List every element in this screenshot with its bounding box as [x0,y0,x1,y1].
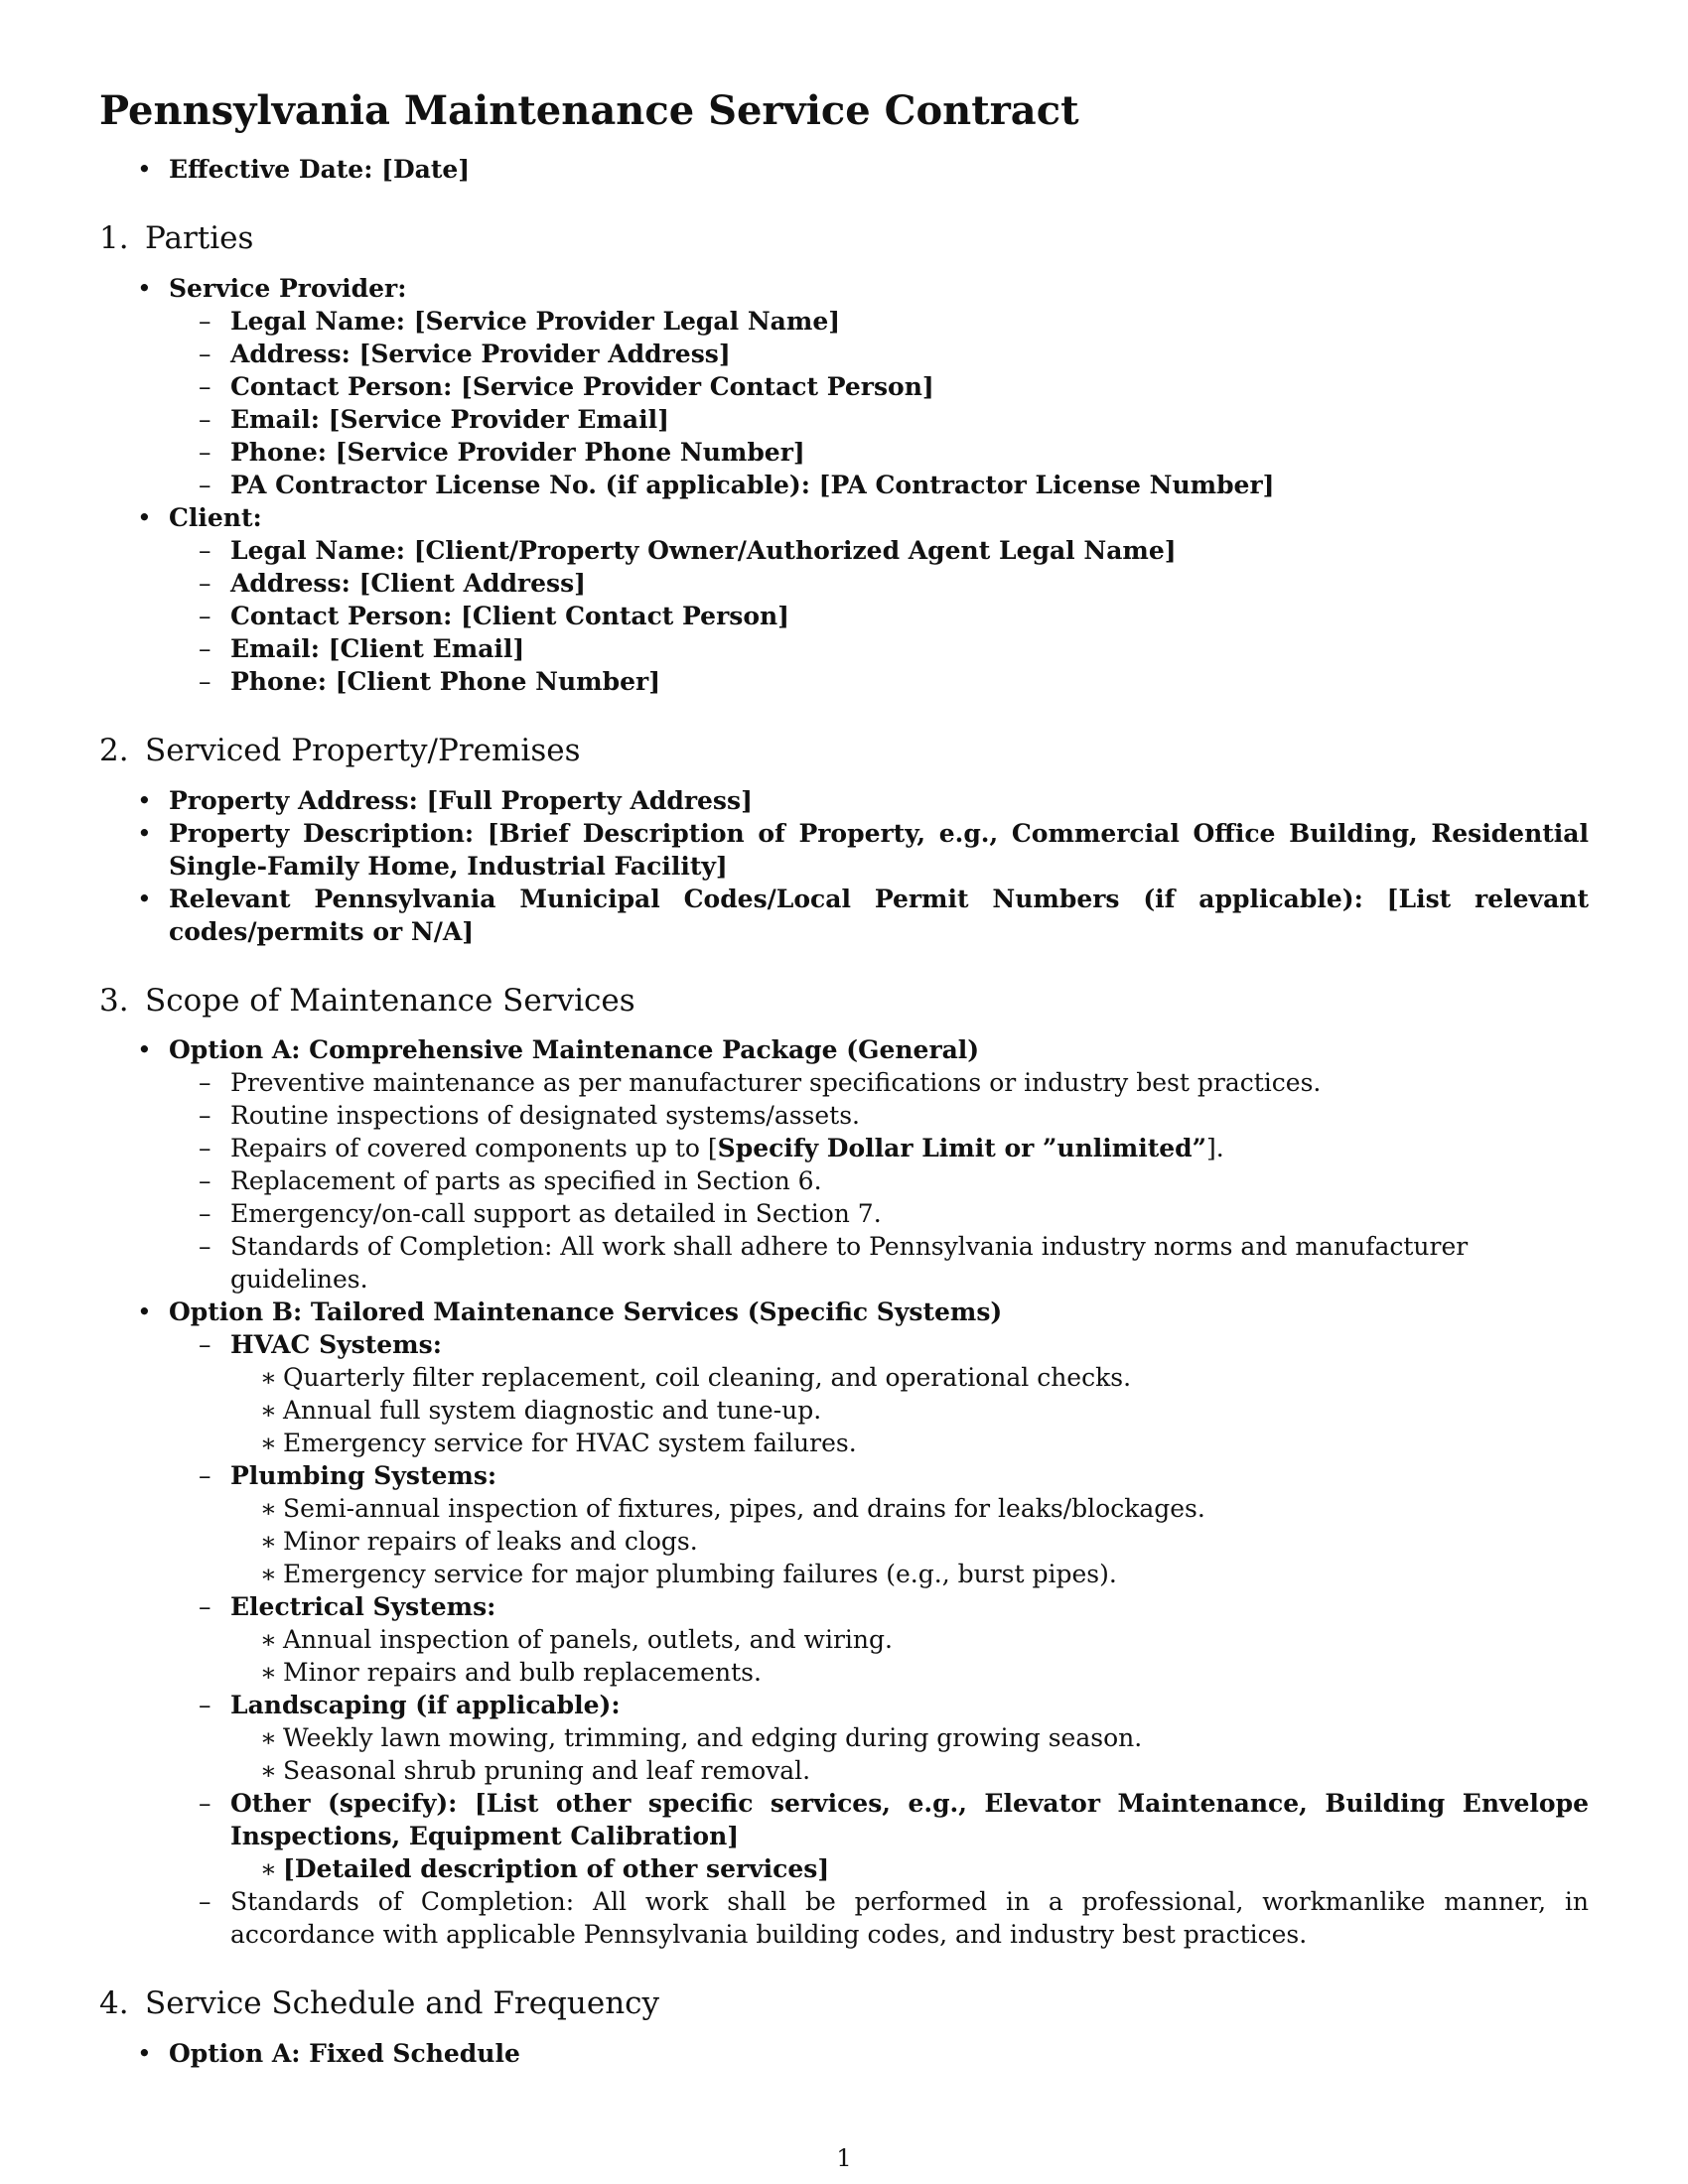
provider-email: – Email: [Service Provider Email] [169,403,1589,436]
landscaping-item: – Landscaping (if applicable): ∗ Weekly lawn mowing, trimming, and edging during growing season. ∗ Seasonal shrub pruning and leaf removal. [169,1689,1589,1787]
provider-phone: – Phone: [Service Provider Phone Number] [169,436,1589,469]
client-legal-name: – Legal Name: [Client/Property Owner/Authorized Agent Legal Name] [169,534,1589,567]
client-phone: – Phone: [Client Phone Number] [169,665,1589,698]
option-b-standards: – Standards of Completion: All work shall be performed in a professional, workmanlike manner, in accordance with applicable Pennsylvania building codes, and industry best practices. [169,1885,1589,1951]
parties-list [99,272,1589,698]
property-list [99,784,1589,948]
option-b-item: • Option B: Tailored Maintenance Services (Specific Systems) – HVAC Systems: ∗ Quarterly filter replacement, coil cleaning, and operational checks. ∗ Annual full system diagnostic and tune-up. ∗ Emergency service for HVAC system failures. – Plumbing Systems: ∗ Semi-annual inspection of fixtures, pipes, and drains for leaks/blockages. ∗ Minor repairs of leaks and clogs. ∗ Emergency service for major plumbing failures (e.g., burst pipes). – Electrical Systems: ∗ Annual inspection of panels, outlets, and wiring. ∗ Minor repairs and bulb replacements. – Landscaping (if applicable): ∗ Weekly lawn mowing, trimming, and edging during growing season. ∗ Seasonal shrub pruning and leaf removal. – Other (specify): [List other specific services, e.g., Elevator Maintenance, Building Envelope Inspections, Equipment Calibration] ∗ [Detailed description of other services] – Standards of Completion: All work shall be performed in a professional, workmanlike manner, in accordance with applicable Pennsylvania building codes, and industry best practices. [99,1296,1589,1951]
landscaping-weekly: ∗ Weekly lawn mowing, trimming, and edging during growing season. [230,1721,1589,1754]
hvac-emergency: ∗ Emergency service for HVAC system failures. [230,1427,1589,1459]
section-3-heading: 3. Scope of Maintenance Services [99,982,635,1019]
plumbing-item: – Plumbing Systems: ∗ Semi-annual inspection of fixtures, pipes, and drains for leaks/blockages. ∗ Minor repairs of leaks and clogs. ∗ Emergency service for major plumbing failures (e.g., burst pipes). [169,1459,1589,1590]
electrical-inspection: ∗ Annual inspection of panels, outlets, and wiring. [230,1623,1589,1656]
hvac-annual: ∗ Annual full system diagnostic and tune-up. [230,1394,1589,1427]
effective-date: • Effective Date: [Date] [99,153,1589,186]
landscaping-seasonal: ∗ Seasonal shrub pruning and leaf removal. [230,1754,1589,1787]
option-a-repairs: – Repairs of covered components up to [Specify Dollar Limit or ”unlimited”]. [169,1132,1589,1164]
hvac-quarterly: ∗ Quarterly filter replacement, coil cleaning, and operational checks. [230,1361,1589,1394]
property-address: • Property Address: [Full Property Address] [99,784,1589,817]
service-provider-item: • Service Provider: – Legal Name: [Service Provider Legal Name] – Address: [Service Provider Address] – Contact Person: [Service Provider Contact Person] – Email: [Service Provider Email] – Phone: [Service Provider Phone Number] – PA Contractor License No. (if applicable): [PA Contractor License Number] [99,272,1589,501]
section-2-heading: 2. Serviced Property/Premises [99,732,581,768]
other-description: ∗ [Detailed description of other services] [230,1852,1589,1885]
page-number: 1 [836,2144,852,2172]
scope-list [99,1033,1589,1951]
property-codes: • Relevant Pennsylvania Municipal Codes/Local Permit Numbers (if applicable): [List relevant codes/permits or N/A] [99,883,1589,948]
provider-license: – PA Contractor License No. (if applicable): [PA Contractor License Number] [169,469,1589,501]
option-a-replacement: – Replacement of parts as specified in Section 6. [169,1164,1589,1197]
section-4-heading: 4. Service Schedule and Frequency [99,1985,660,2022]
document-title: Pennsylvania Maintenance Service Contract [99,87,1079,134]
property-description: • Property Description: [Brief Description of Property, e.g., Commercial Office Building, Residential Single-Family Home, Industrial Facility] [99,817,1589,883]
contract-page [99,87,1589,2070]
plumbing-minor: ∗ Minor repairs of leaks and clogs. [230,1525,1589,1558]
option-a-emergency: – Emergency/on-call support as detailed in Section 7. [169,1197,1589,1230]
electrical-minor: ∗ Minor repairs and bulb replacements. [230,1656,1589,1689]
option-a-item: • Option A: Comprehensive Maintenance Package (General) – Preventive maintenance as per manufacturer specifications or industry best practices. – Routine inspections of designated systems/assets. – Repairs of covered components up to [Specify Dollar Limit or ”unlimited”]. – Replacement of parts as specified in Section 6. – Emergency/on-call support as detailed in Section 7. – Standards of Completion: All work shall adhere to Pennsylvania industry norms and manufacturer guidelines. [99,1033,1589,1296]
schedule-list [99,2037,1589,2070]
schedule-option-a: • Option A: Fixed Schedule [99,2037,1589,2070]
electrical-item: – Electrical Systems: ∗ Annual inspection of panels, outlets, and wiring. ∗ Minor repairs and bulb replacements. [169,1590,1589,1689]
hvac-item: – HVAC Systems: ∗ Quarterly filter replacement, coil cleaning, and operational checks. ∗ Annual full system diagnostic and tune-up. ∗ Emergency service for HVAC system failures. [169,1328,1589,1459]
option-a-standards: – Standards of Completion: All work shall adhere to Pennsylvania industry norms and manufacturer guidelines. [169,1230,1589,1296]
option-a-preventive: – Preventive maintenance as per manufacturer specifications or industry best practices. [169,1066,1589,1099]
option-a-inspections: – Routine inspections of designated systems/assets. [169,1099,1589,1132]
effective-date-list [99,153,1589,186]
provider-address: – Address: [Service Provider Address] [169,338,1589,370]
other-item: – Other (specify): [List other specific services, e.g., Elevator Maintenance, Building Envelope Inspections, Equipment Calibration] ∗ [Detailed description of other services] [169,1787,1589,1885]
client-contact: – Contact Person: [Client Contact Person] [169,600,1589,632]
plumbing-emergency: ∗ Emergency service for major plumbing failures (e.g., burst pipes). [230,1558,1589,1590]
provider-contact: – Contact Person: [Service Provider Contact Person] [169,370,1589,403]
client-email: – Email: [Client Email] [169,632,1589,665]
section-1-heading: 1. Parties [99,220,254,256]
client-address: – Address: [Client Address] [169,567,1589,600]
plumbing-inspection: ∗ Semi-annual inspection of fixtures, pipes, and drains for leaks/blockages. [230,1492,1589,1525]
provider-legal-name: – Legal Name: [Service Provider Legal Name] [169,305,1589,338]
client-item: • Client: – Legal Name: [Client/Property Owner/Authorized Agent Legal Name] – Address: [Client Address] – Contact Person: [Client Contact Person] – Email: [Client Email] – Phone: [Client Phone Number] [99,501,1589,698]
